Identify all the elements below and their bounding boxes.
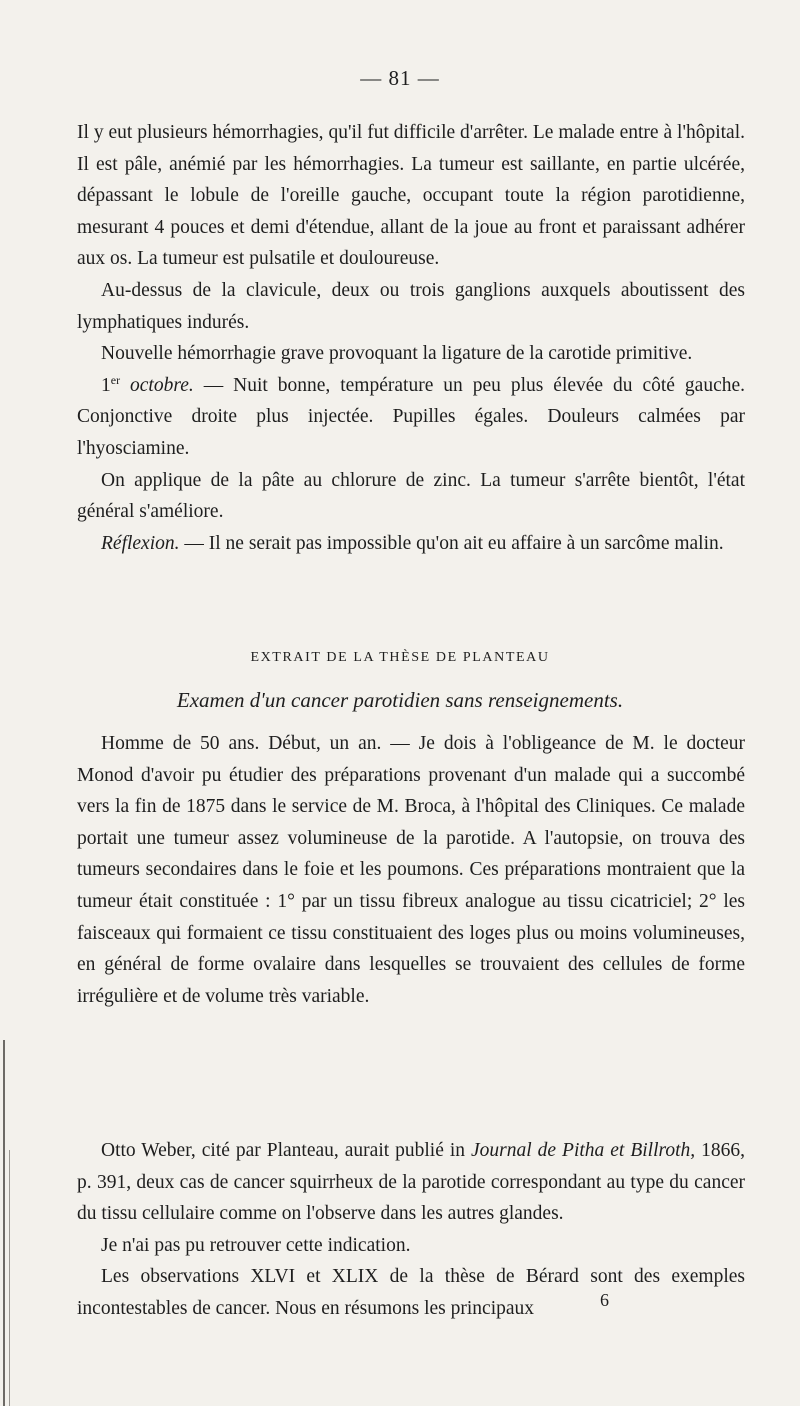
paragraph-chlorure: On applique de la pâte au chlorure de zinc. La tumeur s'arrête bientôt, l'état général s'améliore. xyxy=(77,469,745,523)
reflexion-label: Réflexion. xyxy=(101,532,180,554)
weber-text-block xyxy=(77,1135,745,1325)
journal-title: Journal de Pitha et Billroth, xyxy=(471,1140,696,1161)
extract-heading: EXTRAIT DE LA THÈSE DE PLANTEAU xyxy=(250,650,550,665)
paragraph-homme: Homme de 50 ans. Début, un an. — Je dois à l'obligeance de M. le docteur Monod d'avoir pu étudier des préparations provenant d'un malade qui a succombé vers la fin de 1875 dans le service de M. Broca, à l'hôpital des Cliniques. Ce malade portait une tumeur assez volumineuse de la parotide. A l'autopsie, on trouva des tumeurs secondaires dans le foie et les poumons. Ces préparations montraient que la tumeur était constituée : 1° par un tissu fibreux analogue au tissu cicatriciel; 2° les faisceaux qui formaient ce tissu constituaient des loges plus ou moins volumineuses, en général de forme ovalaire dans lesquelles se trouvaient des cellules de forme irrégulière et de volume très variable. xyxy=(77,733,745,1007)
paragraph-reflexion xyxy=(77,528,745,560)
weber-text-end: 1866, p. 391, deux cas de cancer squirrheux de la parotide correspondant au type du cancer du tissu cellulaire comme on l'observe dans les autres glandes. xyxy=(77,1140,746,1225)
signature-mark: 6 xyxy=(600,1290,609,1310)
october-text: — Nuit bonne, température un peu plus élevée du côté gauche. Conjonctive droite plus injectée. Pupilles égales. Douleurs calmées par l'hyosciamine. xyxy=(77,374,746,459)
section-title: Examen d'un cancer parotidien sans renseignements. xyxy=(176,688,624,712)
paragraph-observations: Les observations XLVI et XLIX de la thèse de Bérard sont des exemples incontestables de cancer. Nous en résumons les principaux xyxy=(77,1266,745,1319)
date-day: 1 xyxy=(101,374,111,396)
reflexion-text: — Il ne serait pas impossible qu'on ait eu affaire à un sarcôme malin. xyxy=(179,532,724,554)
paragraph-indication: Je n'ai pas pu retrouver cette indication. xyxy=(101,1234,411,1256)
paragraph-ligature: Nouvelle hémorrhagie grave provoquant la ligature de la carotide primitive. xyxy=(101,343,693,365)
page-number: — 81 — xyxy=(360,66,440,90)
examen-text-block xyxy=(77,728,745,1012)
binding-edge-line-secondary xyxy=(9,1150,10,1406)
paragraph-hemorrhagies: Il y eut plusieurs hémorrhagies, qu'il fut difficile d'arrêter. Le malade entre à l'hôpital. Il est pâle, anémié par les hémorrhagies. La tumeur est saillante, en partie ulcérée, dépassant le lobule de l'oreille gauche, occupant toute la région parotidienne, mesurant 4 pouces et demi d'étendue, allant de la joue au front et paraissant adhérer aux os. La tumeur est pulsatile et douloureuse. xyxy=(77,122,745,270)
paragraph-ganglions: Au-dessus de la clavicule, deux ou trois ganglions auxquels aboutissent des lymphatiques indurés. xyxy=(77,279,745,333)
date-ordinal: er xyxy=(110,372,121,387)
paragraph-october xyxy=(77,370,745,465)
binding-edge-line xyxy=(3,1040,5,1406)
observation-text-block xyxy=(77,117,745,559)
paragraph-otto-weber xyxy=(77,1135,745,1230)
weber-text-start: Otto Weber, cité par Planteau, aurait publié in xyxy=(101,1140,472,1161)
date-month: octobre. xyxy=(130,374,194,396)
